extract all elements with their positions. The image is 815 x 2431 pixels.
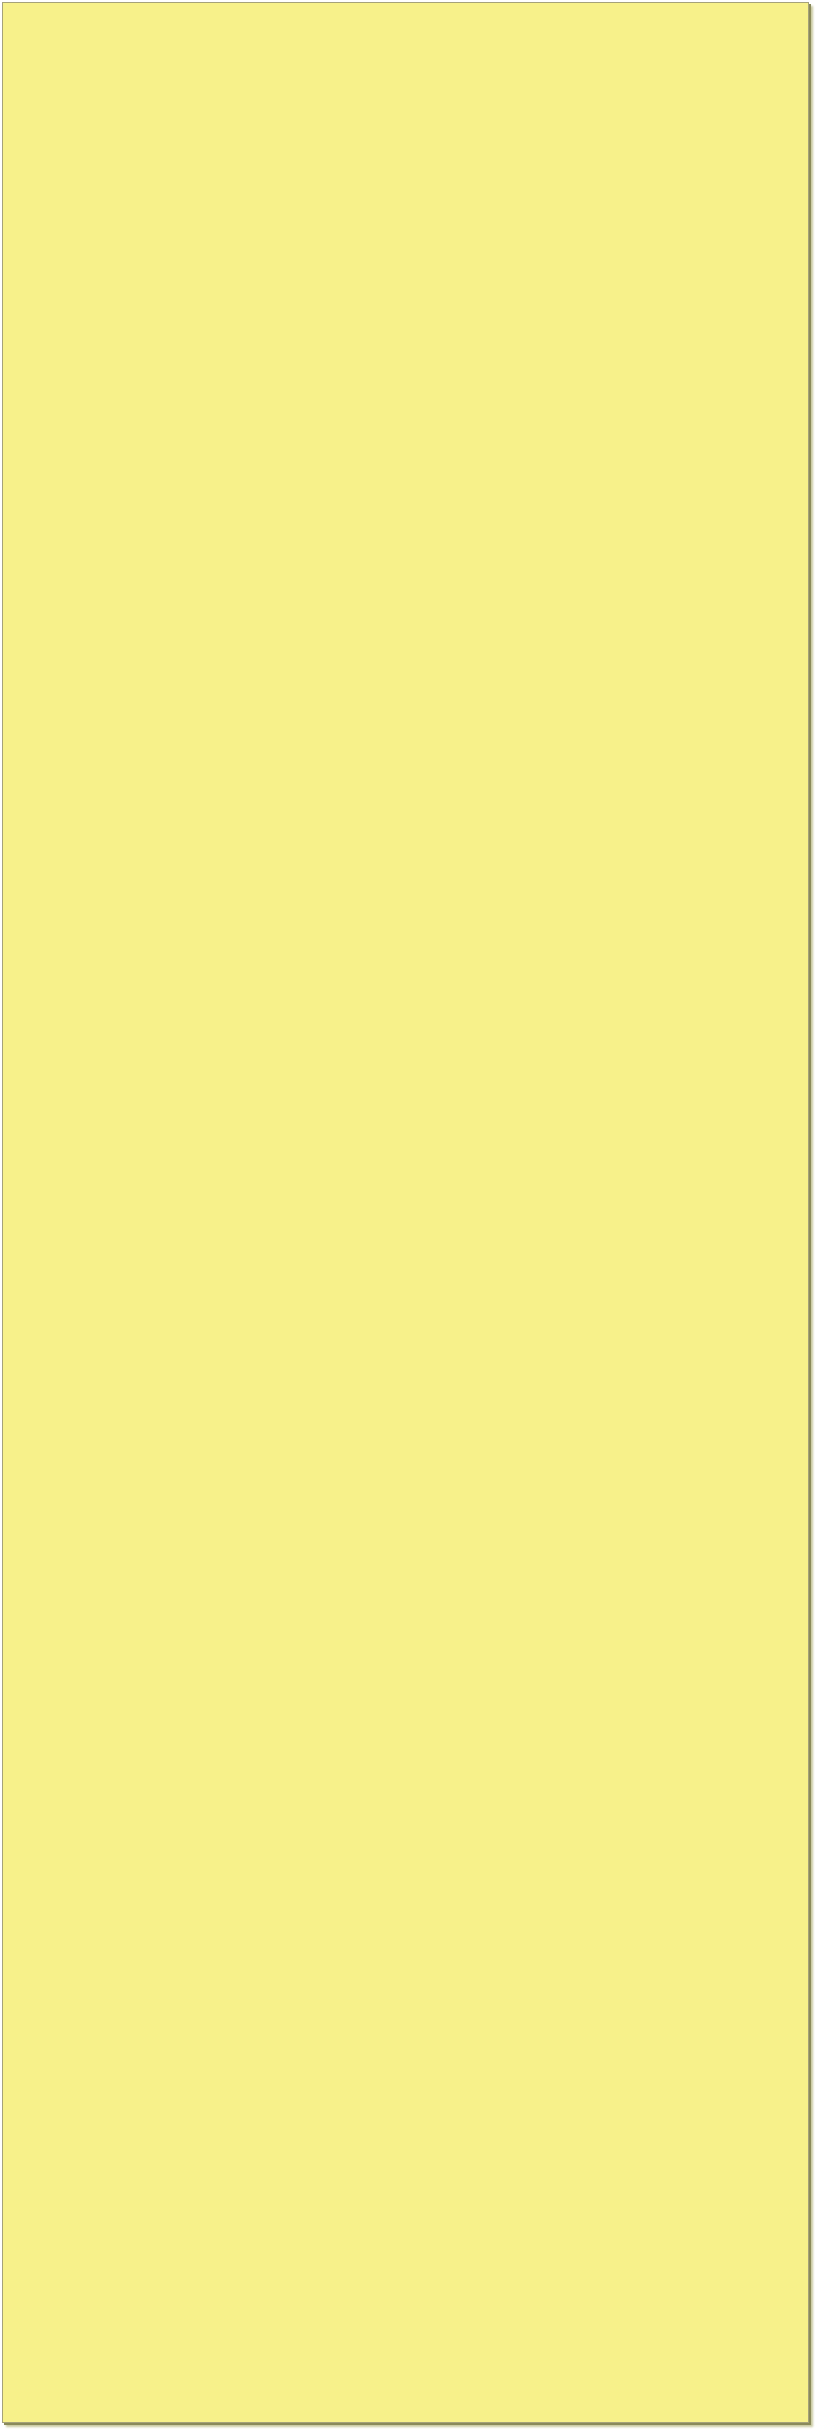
menu-page xyxy=(2,2,809,2423)
